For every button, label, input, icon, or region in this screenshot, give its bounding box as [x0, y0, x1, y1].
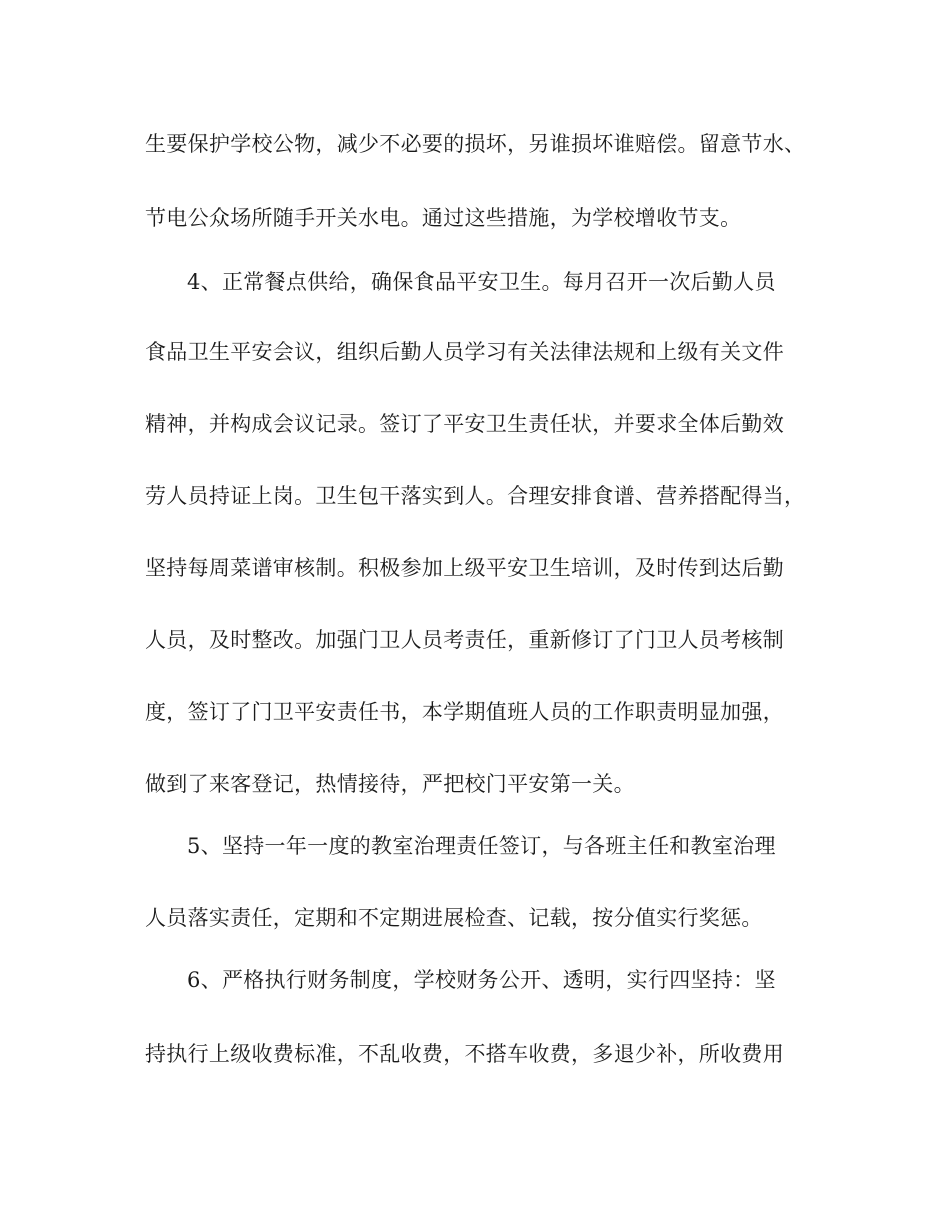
paragraph-4-start: 4、正常餐点供给，确保食品平安卫生。每月召开一次后勤人员	[187, 270, 776, 294]
text-line: 生要保护学校公物，减少不必要的损坏，另谁损坏谁赔偿。留意节水、	[145, 132, 806, 156]
text-line: 度，签订了门卫平安责任书，本学期值班人员的工作职责明显加强，	[145, 700, 784, 724]
text-line: 精神，并构成会议记录。签订了平安卫生责任状，并要求全体后勤效	[145, 412, 784, 436]
text-line: 节电公众场所随手开关水电。通过这些措施，为学校增收节支。	[145, 206, 742, 230]
text-line: 劳人员持证上岗。卫生包干落实到人。合理安排食谱、营养搭配得当，	[145, 484, 806, 508]
text-line: 坚持每周菜谱审核制。积极参加上级平安卫生培训，及时传到达后勤	[145, 556, 784, 580]
text-line: 人员，及时整改。加强门卫人员考责任，重新修订了门卫人员考核制	[145, 628, 784, 652]
text-line: 持执行上级收费标准，不乱收费，不搭车收费，多退少补，所收费用	[145, 1042, 784, 1066]
text-line: 做到了来客登记，热情接待，严把校门平安第一关。	[145, 772, 635, 796]
paragraph-6-start: 6、严格执行财务制度，学校财务公开、透明，实行四坚持：坚	[187, 968, 776, 992]
text-line: 人员落实责任，定期和不定期进展检查、记载，按分值实行奖惩。	[145, 906, 763, 930]
paragraph-5-start: 5、坚持一年一度的教室治理责任签订，与各班主任和教室治理	[187, 834, 776, 858]
text-line: 食品卫生平安会议，组织后勤人员学习有关法律法规和上级有关文件	[145, 340, 784, 364]
